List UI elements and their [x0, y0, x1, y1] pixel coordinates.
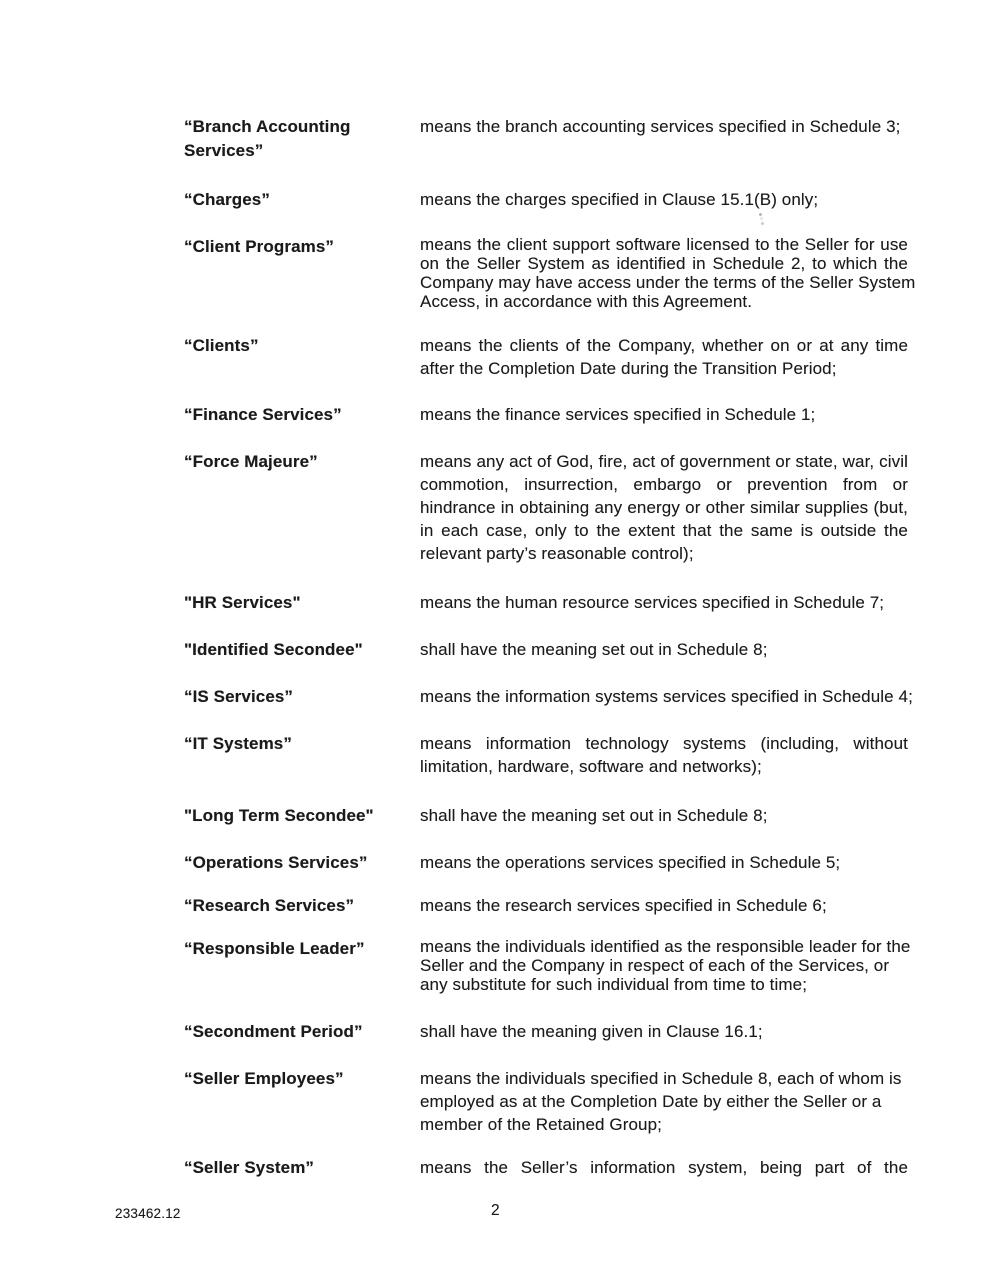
definition-row — [184, 804, 1001, 828]
definition-text — [420, 1020, 908, 1043]
definition-line: means the finance services specified in Schedule 1; — [420, 405, 816, 424]
definition-text — [420, 1156, 908, 1179]
defined-term-line: “Research Services” — [184, 896, 355, 915]
definition-text — [420, 334, 908, 380]
definition-line: shall have the meaning given in Clause 16.1; — [420, 1022, 763, 1041]
definition-row — [184, 450, 1001, 565]
definition-line: any substitute for such individual from time to time; — [420, 975, 808, 994]
definition-text — [420, 851, 908, 874]
definition-line: means any act of God, fire, act of government or state, war, civil — [420, 452, 908, 471]
defined-term — [184, 403, 420, 427]
definition-line: means information technology systems (including, without — [420, 734, 908, 753]
definition-line: commotion, insurrection, embargo or prevention from or — [420, 475, 908, 494]
defined-term-line: “Force Majeure” — [184, 452, 318, 471]
definition-row — [184, 732, 1001, 778]
definition-row — [184, 1020, 1001, 1044]
definition-line: means the branch accounting services specified in Schedule 3; — [420, 117, 901, 136]
definition-line: member of the Retained Group; — [420, 1115, 662, 1134]
definition-line: means the clients of the Company, whether on or at any time — [420, 336, 908, 355]
defined-term — [184, 937, 420, 961]
definition-row — [184, 894, 1001, 918]
definition-line: means the individuals specified in Schedule 8, each of whom is — [420, 1069, 902, 1088]
definition-line: limitation, hardware, software and networks); — [420, 757, 762, 776]
definition-line: means the information systems services specified in Schedule 4; — [420, 687, 913, 706]
definition-row — [184, 685, 1001, 709]
defined-term-line: “Charges” — [184, 190, 270, 209]
definition-row — [184, 235, 1001, 311]
definition-row — [184, 638, 1001, 662]
defined-term — [184, 685, 420, 709]
definition-line: means the client support software licensed to the Seller for use — [420, 235, 908, 254]
definition-text — [420, 894, 908, 917]
definition-line: Company may have access under the terms of the Seller System — [420, 273, 916, 292]
definition-row — [184, 188, 1001, 212]
defined-term-line: “Responsible Leader” — [184, 939, 365, 958]
defined-term — [184, 235, 420, 259]
definition-text — [420, 732, 908, 778]
definition-text — [420, 591, 908, 614]
defined-term — [184, 894, 420, 918]
defined-term-line: “Client Programs” — [184, 237, 335, 256]
defined-term-line: "HR Services" — [184, 593, 301, 612]
defined-term-line: “Secondment Period” — [184, 1022, 363, 1041]
definition-text — [420, 638, 908, 661]
defined-term-line: “Clients” — [184, 336, 259, 355]
defined-term-line: "Identified Secondee" — [184, 640, 363, 659]
defined-term — [184, 1067, 420, 1091]
defined-term — [184, 188, 420, 212]
defined-term-line: “Finance Services” — [184, 405, 342, 424]
definition-line: shall have the meaning set out in Schedule 8; — [420, 806, 768, 825]
definition-line: relevant party’s reasonable control); — [420, 544, 694, 563]
definition-text — [420, 403, 908, 426]
definition-line: means the individuals identified as the responsible leader for the — [420, 937, 911, 956]
defined-term-line: “Seller System” — [184, 1158, 315, 1177]
definition-line: hindrance in obtaining any energy or other similar supplies (but, — [420, 498, 908, 517]
defined-term-line: “IS Services” — [184, 687, 294, 706]
definition-line: means the Seller’s information system, being part of the — [420, 1158, 908, 1177]
defined-term-line: "Long Term Secondee" — [184, 806, 374, 825]
defined-term-line: “Seller Employees” — [184, 1069, 344, 1088]
defined-term — [184, 115, 420, 163]
definition-row — [184, 334, 1001, 380]
defined-term-line: Services” — [184, 141, 264, 160]
defined-term — [184, 638, 420, 662]
definition-row — [184, 851, 1001, 875]
defined-term — [184, 1020, 420, 1044]
definition-line: Seller and the Company in respect of each of the Services, or — [420, 956, 890, 975]
definition-line: employed as at the Completion Date by either the Seller or a — [420, 1092, 882, 1111]
defined-term — [184, 334, 420, 358]
defined-term-line: “IT Systems” — [184, 734, 292, 753]
defined-term-line: “Branch Accounting — [184, 117, 351, 136]
definition-row — [184, 1067, 1001, 1136]
definition-row — [184, 115, 1001, 163]
defined-term — [184, 732, 420, 756]
definition-row — [184, 591, 1001, 615]
defined-term — [184, 851, 420, 875]
definition-text — [420, 235, 916, 311]
definition-text — [420, 937, 911, 994]
defined-term — [184, 1156, 420, 1180]
defined-term — [184, 591, 420, 615]
definition-text — [420, 188, 908, 211]
definition-line: on the Seller System as identified in Schedule 2, to which the — [420, 254, 908, 273]
definition-line: shall have the meaning set out in Schedule 8; — [420, 640, 768, 659]
definition-text — [420, 450, 908, 565]
definition-line: means the charges specified in Clause 15.1(B) only; — [420, 190, 819, 209]
definition-line: means the operations services specified in Schedule 5; — [420, 853, 841, 872]
definition-text — [420, 804, 908, 827]
definition-row — [184, 937, 1001, 994]
scan-artifact — [759, 213, 762, 216]
definition-line: means the research services specified in Schedule 6; — [420, 896, 827, 915]
definition-line: means the human resource services specified in Schedule 7; — [420, 593, 885, 612]
definition-text — [420, 1067, 908, 1136]
definition-line: after the Completion Date during the Transition Period; — [420, 359, 837, 378]
definition-row — [184, 403, 1001, 427]
footer-page-number: 2 — [491, 1202, 500, 1219]
definition-text — [420, 115, 908, 138]
footer-document-number: 233462.12 — [115, 1206, 181, 1221]
definition-line: Access, in accordance with this Agreement. — [420, 292, 753, 311]
defined-term — [184, 450, 420, 474]
defined-term-line: “Operations Services” — [184, 853, 368, 872]
definition-line: in each case, only to the extent that the same is outside the — [420, 521, 908, 540]
defined-term — [184, 804, 420, 828]
definition-text — [420, 685, 913, 708]
definition-row — [184, 1156, 1001, 1180]
